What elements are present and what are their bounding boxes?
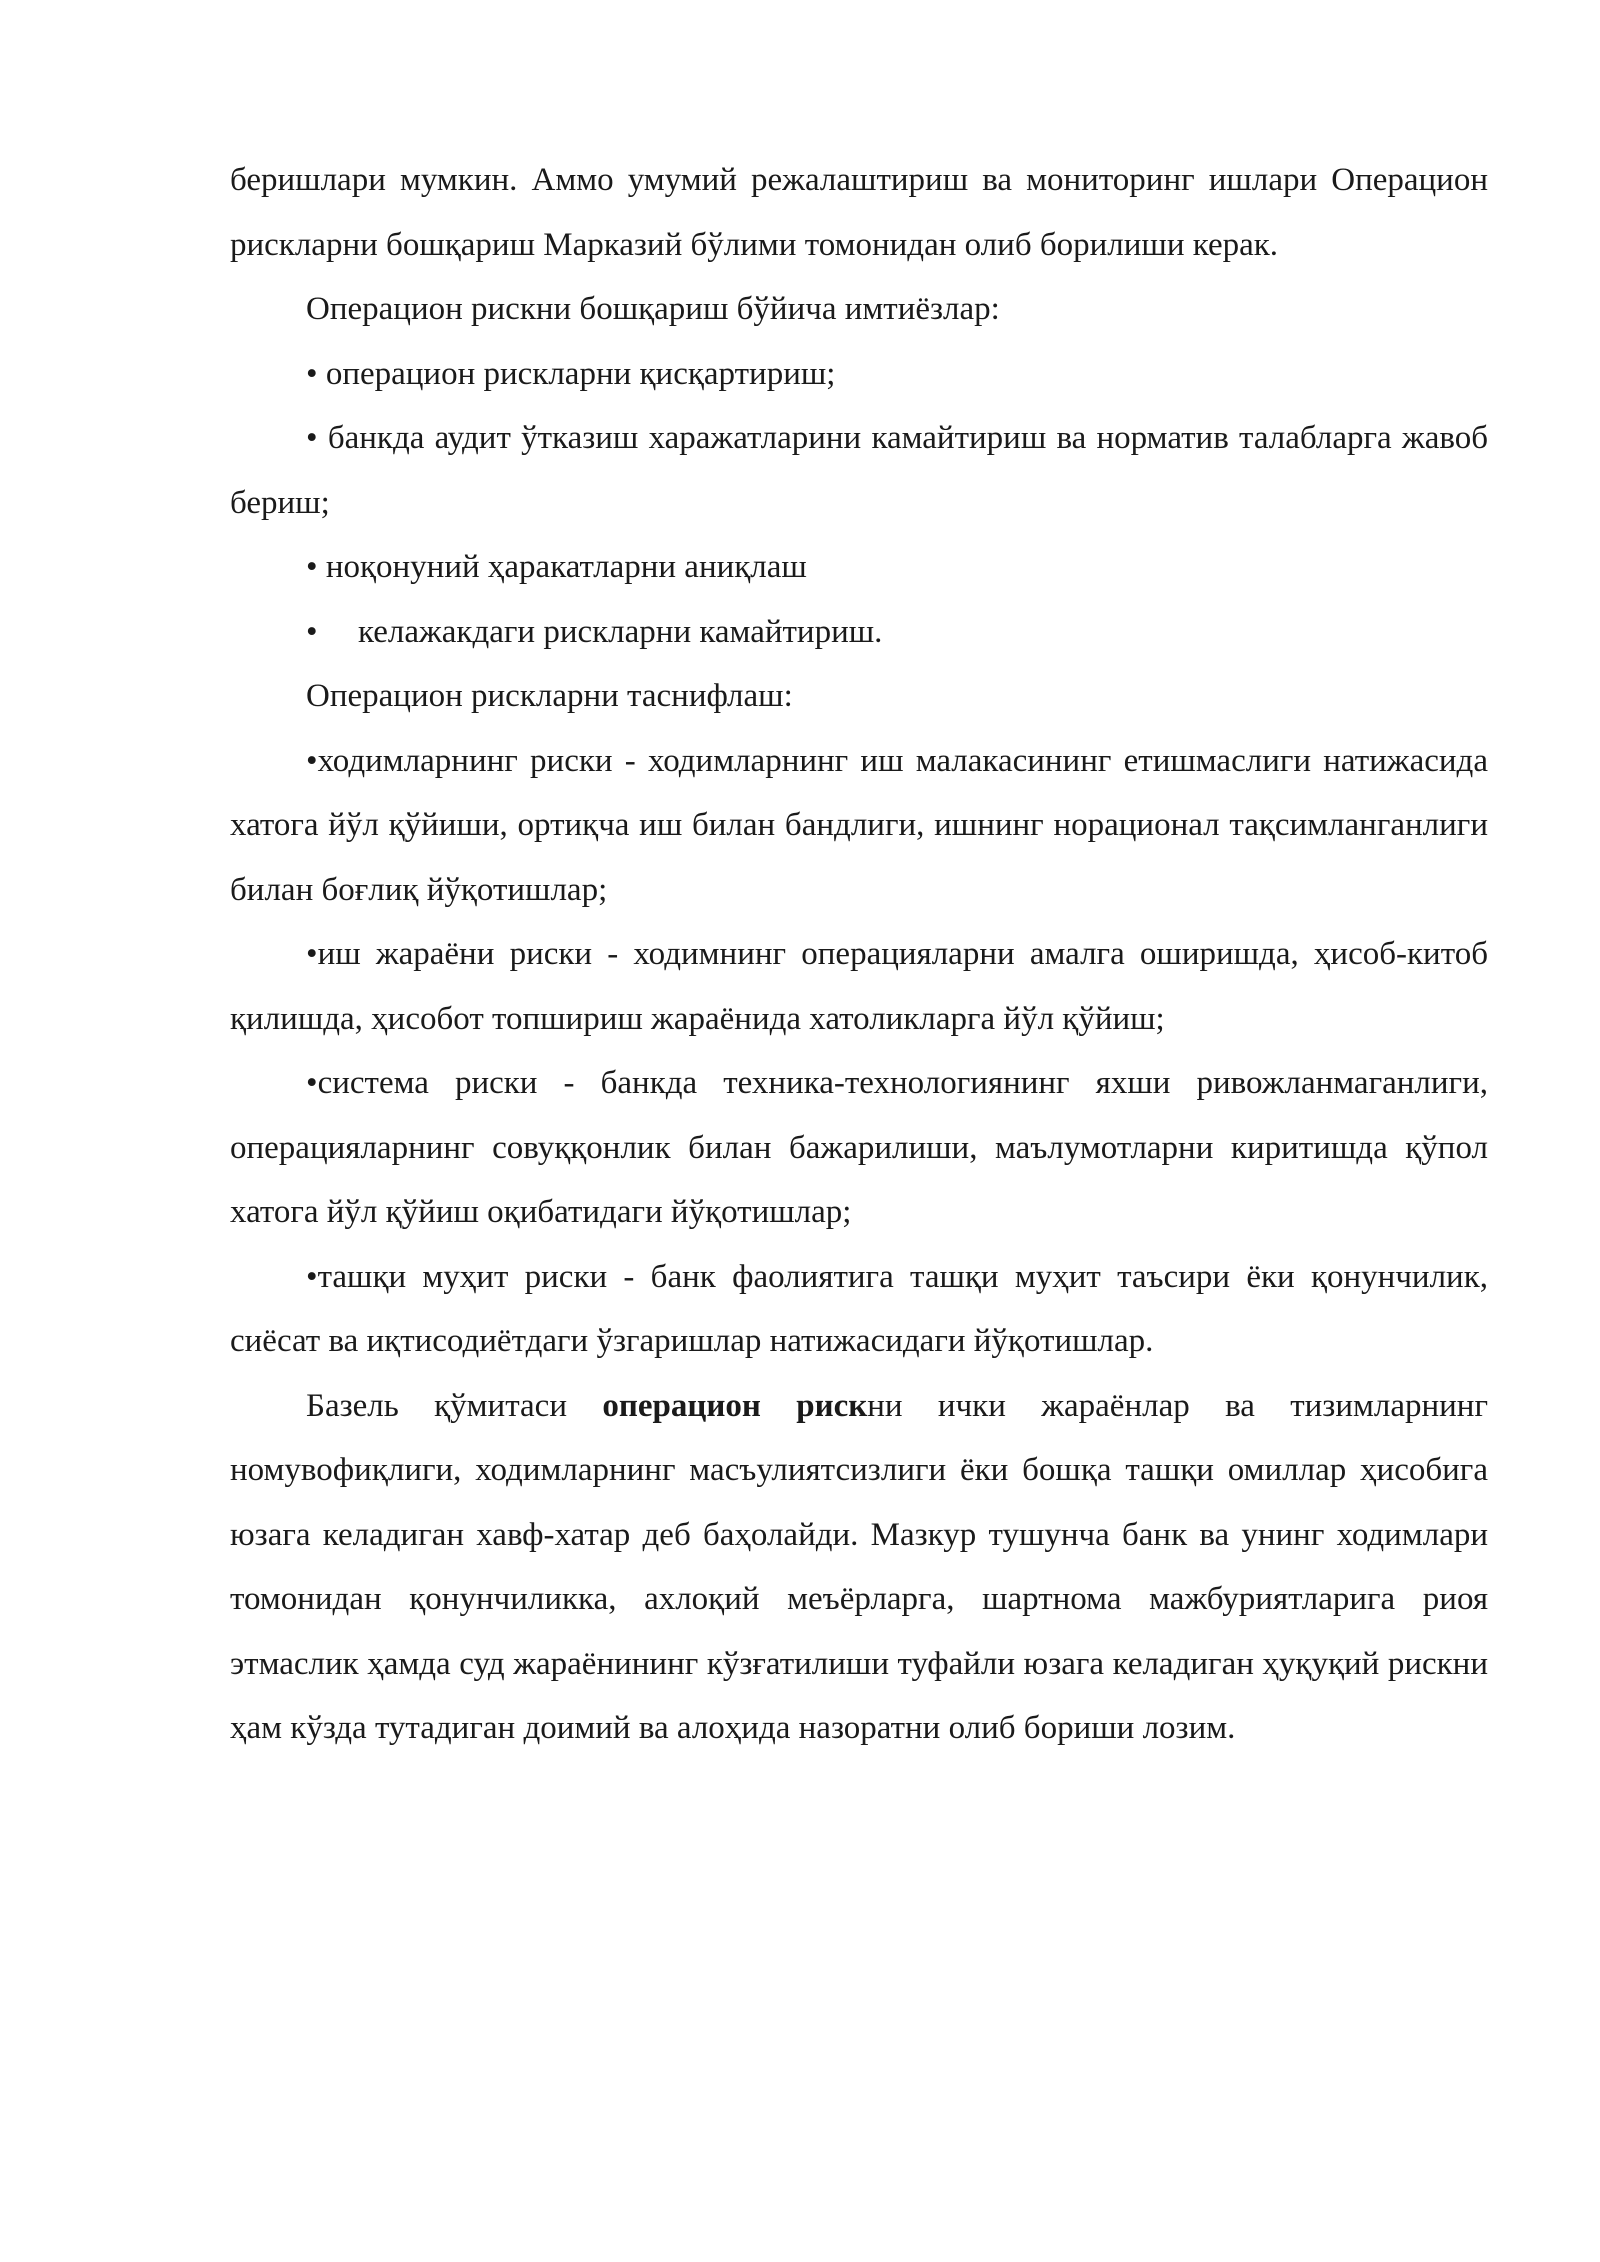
basel-paragraph: Базель қўмитаси операцион рискни ички жараёнлар ва тизимларнинг номувофиқлиги, ходимларнинг масъулиятсизлиги ёки бошқа ташқи омиллар ҳисобига юзага келадиган хавф-хатар деб баҳолайди. Мазкур тушунча банк ва унинг ходимлари томонидан қонунчиликка, ахлоқий меъёрларга, шартнома мажбуриятларига риоя этмаслик ҳамда суд жараёнининг кўзғатилиши туфайли юзага келадиган ҳуқуқий рискни ҳам кўзда тутадиган доимий ва алоҳида назоратни олиб бориши лозим. <box>230 1387 1488 1746</box>
bullet-icon: • <box>306 613 318 650</box>
benefits-list <box>230 342 1488 665</box>
list-item: • келажакдаги рискларни камайтириш. <box>230 600 1488 665</box>
bullet-icon: • <box>306 355 318 392</box>
bullet-icon: • <box>306 1065 318 1101</box>
bullet-icon: • <box>306 936 318 972</box>
list-item: •ташқи муҳит риски - банк фаолиятига ташқи муҳит таъсири ёки қонунчилик, сиёсат ва иқтисодиётдаги ўзгаришлар натижасидаги йўқотишлар. <box>230 1258 1488 1359</box>
paragraph-continuation: беришлари мумкин. Аммо умумий режалаштириш ва мониторинг ишлари Операцион рискларни бошқариш Марказий бўлими томонидан олиб борилиши керак. <box>230 162 1488 263</box>
list-item: •система риски - банкда техника-технологиянинг яхши ривожланмаганлиги, операцияларнинг совуққонлик билан бажарилиши, маълумотларни киритишда қўпол хатога йўл қўйиш оқибатидаги йўқотишлар; <box>230 1065 1488 1230</box>
classification-list <box>230 729 1488 1374</box>
list-item: • ноқонуний ҳаракатларни аниқлаш <box>306 549 807 585</box>
classification-heading: Операцион рискларни таснифлаш: <box>306 678 793 714</box>
document-body <box>230 148 1488 1761</box>
bullet-icon: • <box>306 1258 318 1295</box>
list-item: • операцион рискларни қисқартириш; <box>306 355 836 392</box>
list-item: •ходимларнинг риски - ходимларнинг иш малакасининг етишмаслиги натижасида хатога йўл қўйиши, ортиқча иш билан бандлиги, ишнинг норационал тақсимланганлиги билан боғлиқ йўқотишлар; <box>230 742 1488 908</box>
key-term: операцион риск <box>602 1387 868 1424</box>
bullet-icon: • <box>306 549 318 585</box>
benefits-heading: Операцион рискни бошқариш бўйича имтиёзлар: <box>306 291 1000 327</box>
list-item: • банкда аудит ўтказиш харажатларини камайтириш ва норматив талабларга жавоб бериш; <box>230 420 1488 521</box>
bullet-icon: • <box>306 742 318 779</box>
list-item: •иш жараёни риски - ходимнинг операцияларни амалга оширишда, ҳисоб-китоб қилишда, ҳисобот топшириш жараёнида хатоликларга йўл қўйиш; <box>230 936 1488 1037</box>
bullet-icon: • <box>306 420 318 456</box>
